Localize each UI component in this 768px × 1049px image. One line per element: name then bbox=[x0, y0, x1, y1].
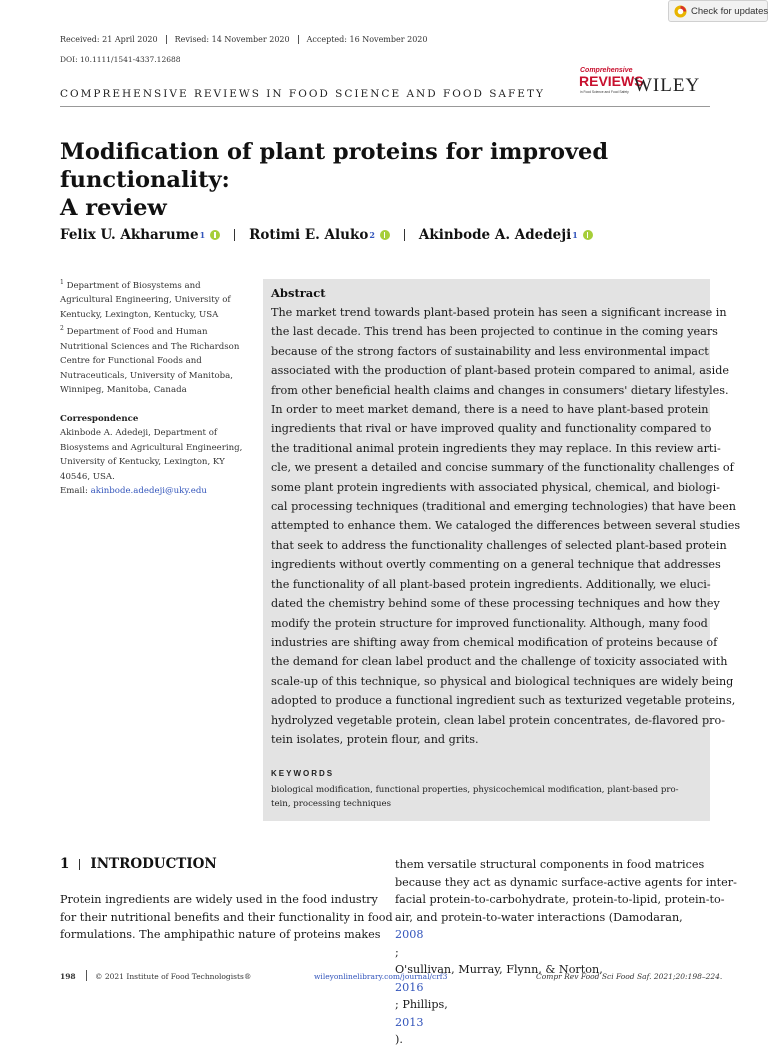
intro-text: ; bbox=[395, 945, 399, 959]
svg-text:Comprehensive: Comprehensive bbox=[580, 67, 633, 74]
text-line: the traditional animal protein ingredients they may replace. In this review arti- bbox=[271, 441, 721, 455]
text-line: ingredients without overtly commenting on a general technique that addresses bbox=[271, 558, 721, 572]
text-line: In order to meet market demand, there is a need to have plant-based protein bbox=[271, 403, 709, 417]
intro-text: ; Phillips, bbox=[395, 998, 448, 1011]
check-for-updates-icon bbox=[674, 5, 687, 18]
article-citation: Compr Rev Food Sci Food Saf. 2021;20:198–224. bbox=[536, 972, 723, 981]
text-line: hydrolyzed vegetable protein, clean label protein concentrates, de-flavored pro- bbox=[271, 713, 725, 727]
author-name: Akinbode A. Adedeji bbox=[418, 227, 572, 243]
author-affiliation-mark: 2 bbox=[369, 230, 375, 240]
svg-text:REVIEWS: REVIEWS bbox=[579, 73, 644, 89]
affiliation-2 bbox=[60, 322, 245, 397]
correspondence-heading: Correspondence bbox=[60, 413, 139, 424]
intro-line: them versatile structural components in food matrices bbox=[395, 858, 705, 871]
article-dates bbox=[60, 35, 435, 44]
text-line: Protein ingredients are widely used in the food industry bbox=[60, 893, 378, 906]
author-name: Rotimi E. Aluko bbox=[249, 227, 369, 243]
text-line: scale-up of this technique, so physical and biological techniques are widely being bbox=[271, 674, 734, 688]
article-title bbox=[60, 138, 720, 222]
intro-line bbox=[395, 909, 710, 962]
revised-date: Revised: 14 November 2020 bbox=[166, 35, 298, 44]
copyright: © 2021 Institute of Food Technologists® bbox=[95, 972, 252, 981]
author-list bbox=[60, 227, 593, 243]
text-line: for their nutritional benefits and their functionality in food bbox=[60, 910, 393, 924]
text-line: from other beneficial health claims and changes in consumers' dietary lifestyles. bbox=[271, 383, 729, 397]
text-line: the demand for clean label product and the challenge of toxicity associated with bbox=[271, 655, 728, 669]
text-line: dated the chemistry behind some of these processing techniques and how they bbox=[271, 597, 720, 611]
section-heading bbox=[60, 856, 217, 872]
footer-divider bbox=[86, 970, 87, 981]
orcid-icon[interactable] bbox=[583, 230, 593, 240]
text-line: the functionality of all plant-based protein ingredients. Additionally, we eluci- bbox=[271, 577, 711, 591]
text-line: modify the protein structure for improved functionality. Although, many food bbox=[271, 616, 708, 630]
author-affiliation-mark: 1 bbox=[199, 230, 206, 240]
svg-text:in Food Science and Food Safet: in Food Science and Food Safety bbox=[580, 90, 629, 94]
text-line: attempted to enhance them. We cataloged the differences between several studies bbox=[271, 519, 741, 533]
keywords-text bbox=[271, 783, 701, 811]
citation-link[interactable]: 2013 bbox=[395, 1015, 424, 1029]
affiliation-line: Nutritional Sciences and The Richardson bbox=[60, 341, 240, 352]
text-line: ingredients that rival or have improved quality and functionality compared to bbox=[271, 422, 712, 436]
intro-text: ). bbox=[395, 1033, 403, 1046]
check-for-updates-button[interactable] bbox=[668, 0, 768, 22]
text-line: cle, we present a detailed and concise summary of the functionality challenges of bbox=[271, 461, 734, 475]
text-line: adopted to produce a functional ingredient such as texturized vegetable proteins, bbox=[271, 694, 736, 708]
abstract-heading: Abstract bbox=[271, 286, 326, 300]
affiliation-1-mark: 1 bbox=[60, 279, 64, 286]
correspondence-line: 40546, USA. bbox=[60, 471, 115, 482]
text-line: because of the strong factors of sustainability and less environmental impact bbox=[271, 344, 709, 358]
intro-text: O'sullivan, Murray, Flynn, & Norton, bbox=[395, 963, 603, 976]
author[interactable] bbox=[249, 227, 390, 243]
affiliation-line: Department of Biosystems and bbox=[66, 280, 201, 291]
text-line: associated with the production of plant-based protein compared to animal, aside bbox=[271, 364, 730, 378]
journal-url-link[interactable]: wileyonlinelibrary.com/journal/crf3 bbox=[314, 972, 448, 981]
intro-line: because they act as dynamic surface-active agents for inter- bbox=[395, 875, 737, 889]
intro-column-left bbox=[60, 891, 393, 944]
email-link[interactable]: akinbode.adedeji@uky.edu bbox=[90, 486, 207, 497]
header-divider bbox=[60, 106, 710, 107]
correspondence-line: Biosystems and Agricultural Engineering, bbox=[60, 442, 243, 453]
affiliation-line: Kentucky, Lexington, Kentucky, USA bbox=[60, 309, 219, 320]
author-separator bbox=[404, 229, 405, 241]
citation-link[interactable]: 2016 bbox=[395, 980, 424, 994]
affiliation-line: Winnipeg, Manitoba, Canada bbox=[60, 385, 187, 396]
email-label: Email: bbox=[60, 486, 91, 497]
author[interactable] bbox=[419, 227, 593, 243]
affiliation-line: Agricultural Engineering, University of bbox=[60, 295, 231, 306]
accepted-date: Accepted: 16 November 2020 bbox=[298, 35, 436, 44]
intro-text: air, and protein-to-water interactions (Damodaran, bbox=[395, 910, 683, 924]
text-line: cal processing techniques (traditional and emerging technologies) that have been bbox=[271, 500, 736, 514]
intro-line: facial protein-to-carbohydrate, protein-to-lipid, protein-to- bbox=[395, 893, 725, 906]
affiliation-2-mark: 2 bbox=[60, 325, 64, 333]
title-line-2: A review bbox=[60, 195, 167, 221]
citation-link[interactable]: 2008 bbox=[395, 928, 424, 941]
affiliation-line: Department of Food and Human bbox=[66, 327, 208, 338]
text-line: some plant protein ingredients with associated physical, chemical, and biologi- bbox=[271, 480, 720, 494]
orcid-icon[interactable] bbox=[380, 230, 390, 240]
orcid-icon[interactable] bbox=[210, 230, 220, 240]
intro-column-right bbox=[395, 856, 737, 1049]
affiliations-sidebar bbox=[60, 276, 245, 499]
text-line: biological modification, functional properties, physicochemical modification, plant-based pro- bbox=[271, 785, 679, 795]
section-title: INTRODUCTION bbox=[90, 856, 217, 872]
wiley-logo: WILEY bbox=[634, 75, 701, 96]
journal-logo bbox=[578, 64, 644, 100]
journal-name: COMPREHENSIVE REVIEWS IN FOOD SCIENCE AND FOOD SAFETY bbox=[60, 88, 545, 100]
text-line: The market trend towards plant-based protein has seen a significant increase in bbox=[271, 306, 727, 319]
affiliation-line: Centre for Functional Foods and bbox=[60, 356, 202, 367]
affiliation-line: Nutraceuticals, University of Manitoba, bbox=[60, 370, 233, 381]
text-line: tein isolates, protein flour, and grits. bbox=[271, 732, 479, 746]
correspondence-line: Akinbode A. Adedeji, Department of bbox=[60, 428, 218, 439]
title-line-1: Modification of plant proteins for improved functionality: bbox=[60, 139, 609, 193]
affiliation-1 bbox=[60, 276, 245, 322]
section-divider bbox=[79, 859, 80, 870]
author-affiliation-mark: 1 bbox=[572, 230, 578, 240]
abstract-text bbox=[271, 303, 741, 749]
author[interactable] bbox=[60, 227, 220, 243]
received-date: Received: 21 April 2020 bbox=[60, 35, 158, 44]
section-number: 1 bbox=[60, 856, 70, 872]
author-separator bbox=[234, 229, 235, 241]
doi: DOI: 10.1111/1541-4337.12688 bbox=[60, 55, 181, 64]
check-for-updates-label: Check for updates bbox=[691, 5, 768, 17]
page-number: 198 bbox=[60, 972, 76, 981]
text-line: industries are shifting away from chemical modification of proteins because of bbox=[271, 635, 718, 649]
keywords-heading: KEYWORDS bbox=[271, 769, 335, 778]
author-name: Felix U. Akharume bbox=[60, 227, 199, 243]
correspondence-line: University of Kentucky, Lexington, KY bbox=[60, 457, 225, 468]
text-line: tein, processing techniques bbox=[271, 799, 392, 809]
text-line: that seek to address the functionality challenges of selected plant-based protein bbox=[271, 538, 727, 552]
text-line: formulations. The amphipathic nature of proteins makes bbox=[60, 928, 381, 941]
text-line: the last decade. This trend has been projected to continue in the coming years bbox=[271, 325, 718, 339]
correspondence-email bbox=[60, 484, 245, 499]
